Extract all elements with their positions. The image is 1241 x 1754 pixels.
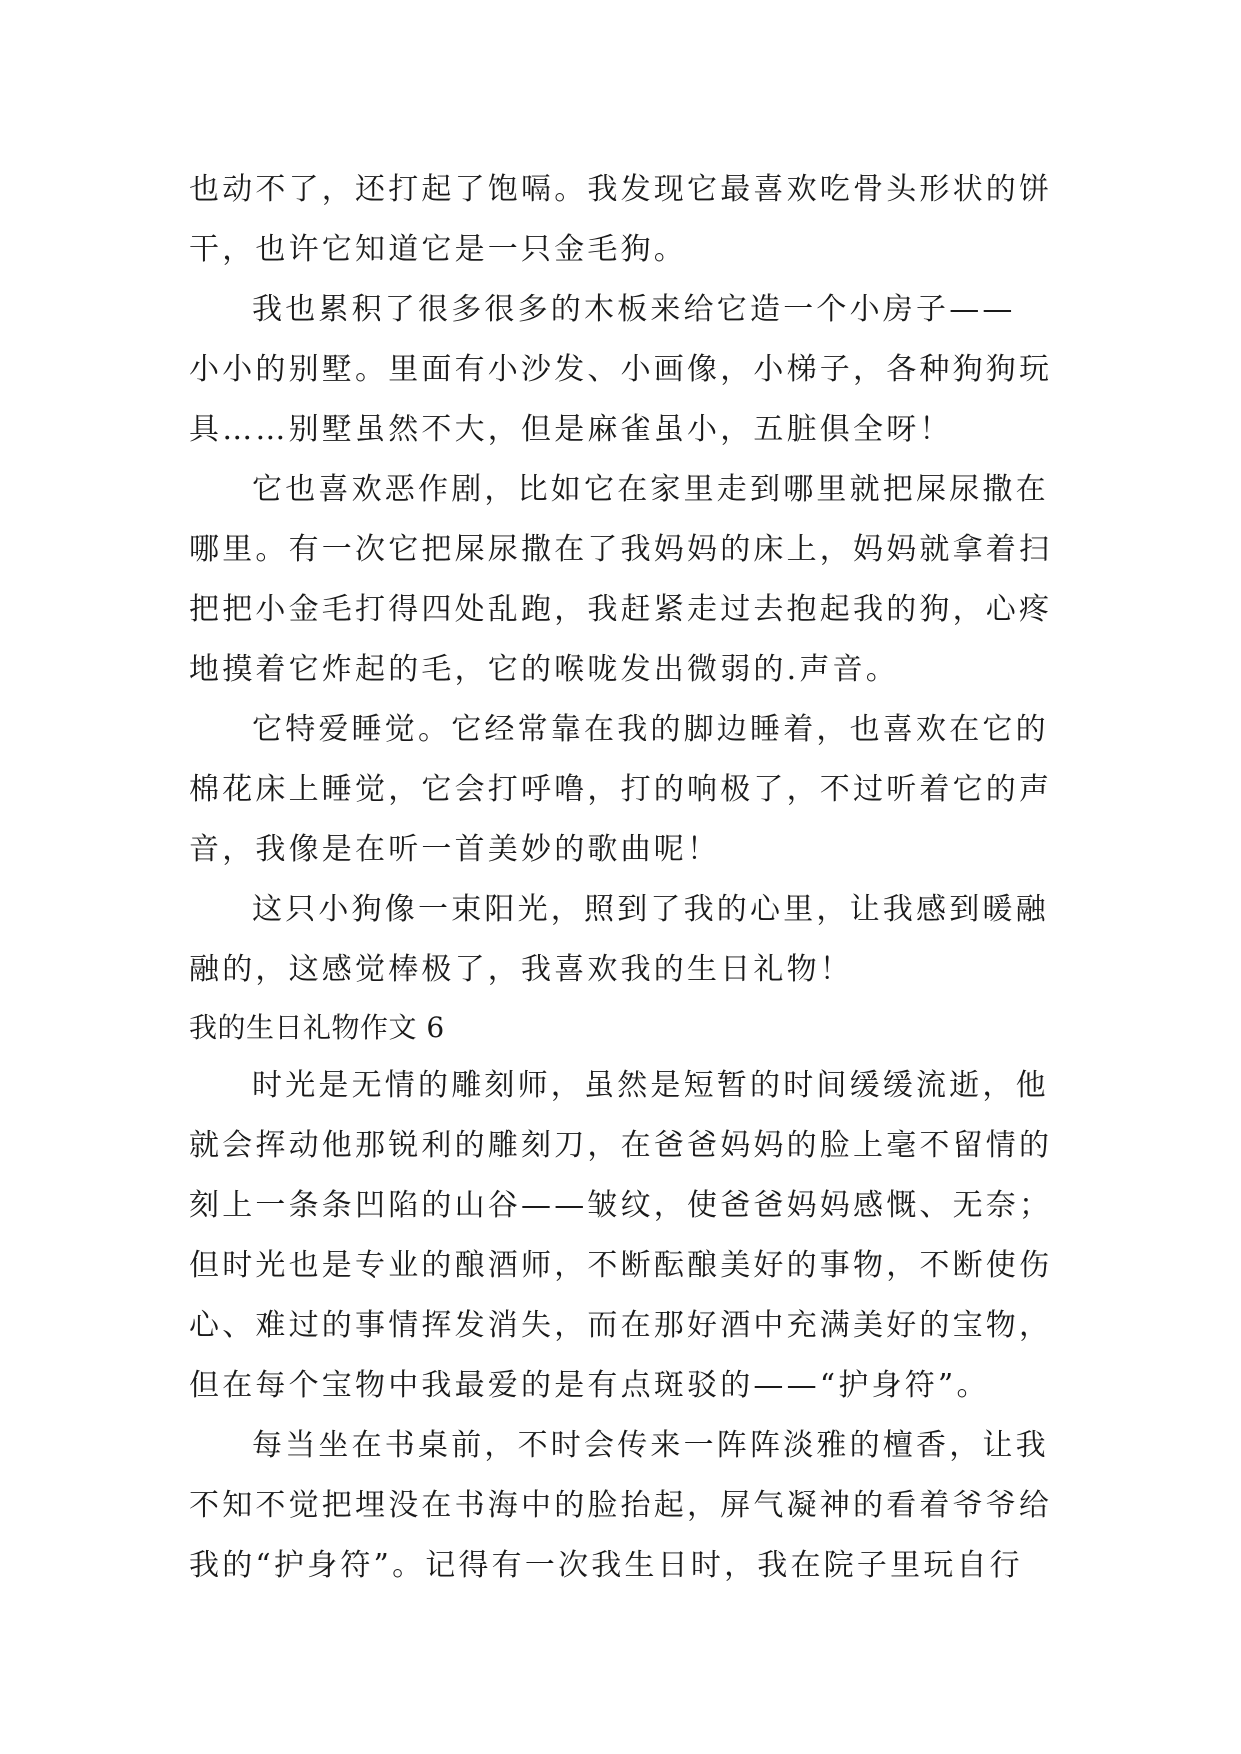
text-line: 不知不觉把埋没在书海中的脸抬起，屏气凝神的看着爷爷给 <box>189 1488 1053 1523</box>
document-body <box>189 160 1059 1596</box>
paragraph-start-line: 每当坐在书桌前，不时会传来一阵阵淡雅的檀香，让我 <box>252 1428 1049 1463</box>
text-line: 但时光也是专业的酿酒师，不断酝酿美好的事物，不断使伤 <box>189 1248 1053 1283</box>
text-line: 我的“护身符”。记得有一次我生日时，我在院子里玩自行 <box>189 1548 1023 1583</box>
text-line: 地摸着它炸起的毛，它的喉咙发出微弱的.声音。 <box>189 652 899 687</box>
paragraph-start-line: 我也累积了很多很多的木板来给它造一个小房子—— <box>252 292 1016 327</box>
text-line: 棉花床上睡觉，它会打呼噜，打的响极了，不过听着它的声 <box>189 772 1053 807</box>
text-line: 把把小金毛打得四处乱跑，我赶紧走过去抱起我的狗，心疼 <box>189 592 1053 627</box>
text-line: 音，我像是在听一首美妙的歌曲呢！ <box>189 832 721 867</box>
text-line: 心、难过的事情挥发消失，而在那好酒中充满美好的宝物， <box>189 1308 1053 1343</box>
text-line: 具……别墅虽然不大，但是麻雀虽小，五脏俱全呀！ <box>189 412 953 447</box>
section-heading: 我的生日礼物作文 6 <box>189 1011 445 1044</box>
text-line: 干，也许它知道它是一只金毛狗。 <box>189 232 687 267</box>
paragraph-start-line: 它特爱睡觉。它经常靠在我的脚边睡着，也喜欢在它的 <box>252 712 1049 747</box>
text-line: 小小的别墅。里面有小沙发、小画像，小梯子，各种狗狗玩 <box>189 352 1053 387</box>
text-line: 但在每个宝物中我最爱的是有点斑驳的——“护身符”。 <box>189 1368 990 1403</box>
text-line: 融的，这感觉棒极了，我喜欢我的生日礼物！ <box>189 952 853 987</box>
paragraph-start-line: 这只小狗像一束阳光，照到了我的心里，让我感到暖融 <box>252 892 1049 927</box>
paragraph-start-line: 时光是无情的雕刻师，虽然是短暂的时间缓缓流逝，他 <box>252 1068 1049 1103</box>
text-line: 哪里。有一次它把屎尿撒在了我妈妈的床上，妈妈就拿着扫 <box>189 532 1053 567</box>
paragraph-start-line: 它也喜欢恶作剧，比如它在家里走到哪里就把屎尿撒在 <box>252 472 1049 507</box>
text-line: 刻上一条条凹陷的山谷——皱纹，使爸爸妈妈感慨、无奈； <box>189 1188 1053 1223</box>
text-line: 也动不了，还打起了饱嗝。我发现它最喜欢吃骨头形状的饼 <box>189 172 1053 207</box>
text-line: 就会挥动他那锐利的雕刻刀，在爸爸妈妈的脸上毫不留情的 <box>189 1128 1053 1163</box>
